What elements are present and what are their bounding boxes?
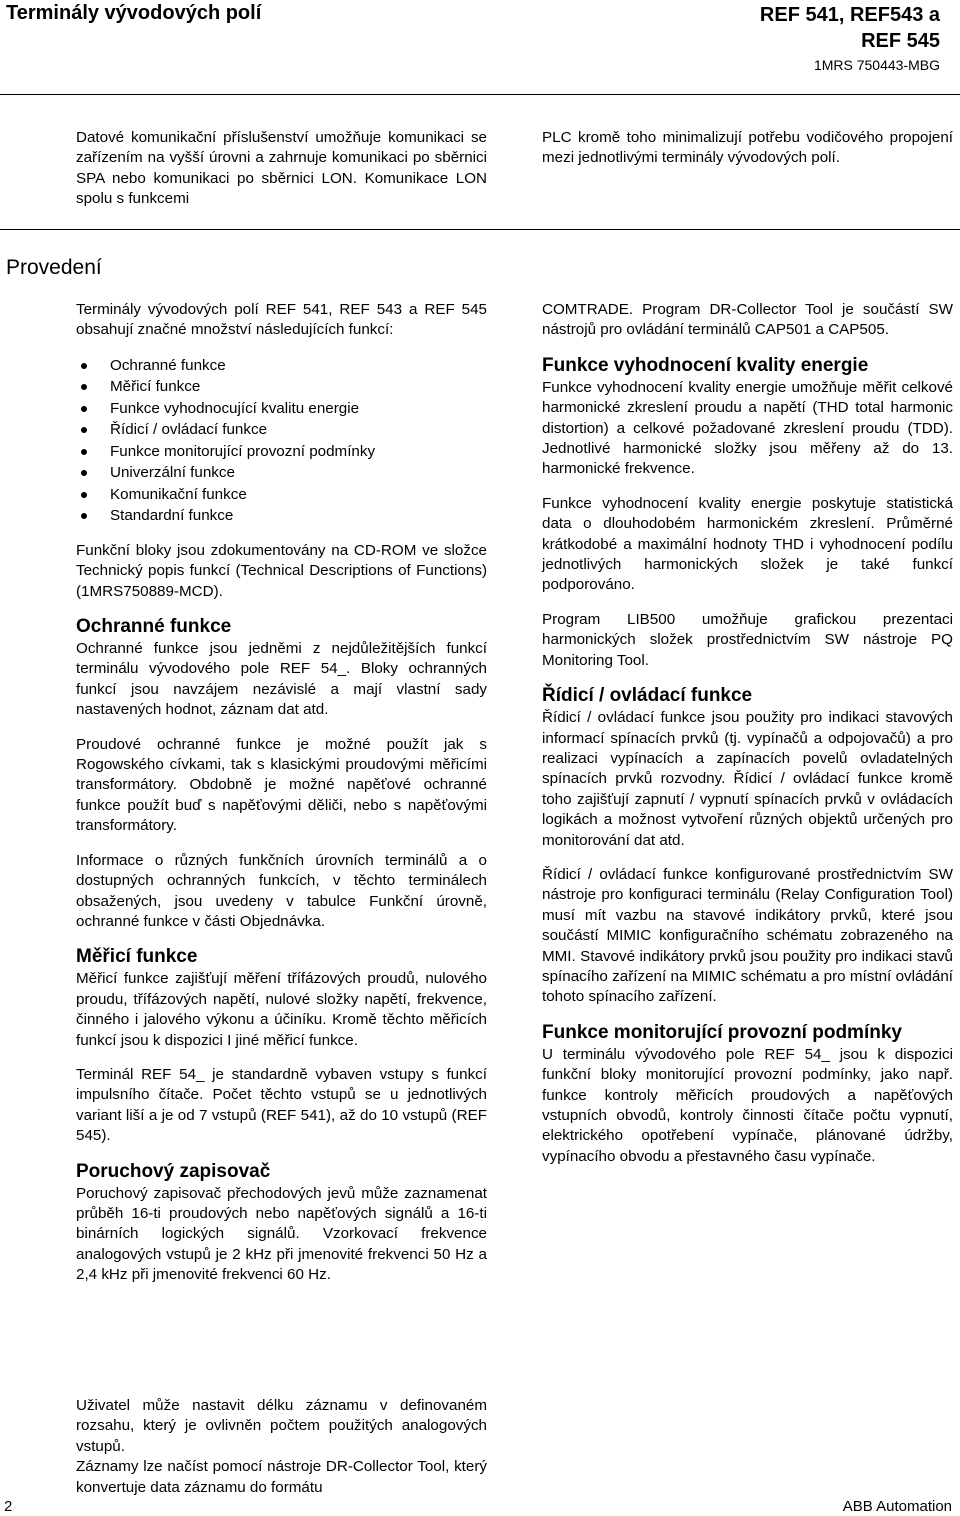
product-header	[760, 2, 940, 75]
company-name: ABB Automation	[842, 1498, 952, 1515]
overview-paragraph: Terminály vývodových polí REF 541, REF 543 a REF 545 obsahují značné množství následujících funkcí:	[76, 301, 487, 339]
paragraph: Ochranné funkce jsou jedněmi z nejdůležitějších funkcí terminálu vývodového pole REF 54_. Bloky ochranných funkcí jsou navzájem nezávislé a mají vlastní sady nastavených hodnot, záznam dat atd.	[76, 640, 487, 719]
list-item: Komunikační funkce	[76, 484, 487, 506]
paragraph: Funkce vyhodnocení kvality energie poskytuje statistická data o dlouhodobém harmonickém zkreslení. Průměrné krátkodobé a maximální hodnoty THD i vyhodnocení podílu jednotlivých harmonických složek je také funkcí podporováno.	[542, 494, 953, 594]
intro-right-text: PLC kromě toho minimalizují potřebu vodičového propojení mezi jednotlivými terminály vývodových polí.	[542, 129, 953, 167]
intro-left-text: Datové komunikační příslušenství umožňuje komunikaci se zařízením na vyšší úrovni a zahrnuje komunikaci po sběrnici SPA nebo komunikaci po sběrnici LON. Komunikace LON spolu s funkcemi	[76, 129, 487, 208]
product-line-2: REF 545	[861, 30, 940, 52]
paragraph: COMTRADE. Program DR-Collector Tool je součástí SW nástrojů pro ovládání terminálů CAP501 a CAP505.	[542, 301, 953, 339]
left-column-bottom	[76, 1396, 487, 1498]
list-item: Univerzální funkce	[76, 462, 487, 484]
paragraph: Záznamy lze načíst pomocí nástroje DR-Collector Tool, který konvertuje data záznamu do formátu	[76, 1458, 487, 1496]
paragraph: Funkce vyhodnocení kvality energie umožňuje měřit celkové harmonické zkreslení proudu a napětí (THD total harmonic distortion) a celkové požadované zkreslení proudu (TDD). Jednotlivé harmonické složky jsou měřeny až do 13. harmonické frekvence.	[542, 378, 953, 478]
paragraph: Informace o různých funkčních úrovních terminálů a o dostupných ochranných funkcích, v těchto terminálech obsažených, jsou uvedeny v tabulce Funkční úrovně, ochranné funkce v části Objednávka.	[76, 851, 487, 930]
list-item: Standardní funkce	[76, 505, 487, 527]
function-list	[76, 355, 487, 527]
list-item: Měřicí funkce	[76, 376, 487, 398]
heading-condition-monitoring: Funkce monitorující provozní podmínky	[542, 1021, 902, 1043]
right-column	[542, 300, 953, 1181]
documentation-paragraph: Funkční bloky jsou zdokumentovány na CD-ROM ve složce Technický popis funkcí (Technical Descriptions of Functions) (1MRS750889-MCD).	[76, 541, 487, 600]
heading-measuring: Měřicí funkce	[76, 946, 198, 968]
list-item: Ochranné funkce	[76, 355, 487, 377]
intro-right	[542, 128, 953, 183]
paragraph: Řídicí / ovládací funkce jsou použity pro indikaci stavových informací spínacích prvků (tj. vypínačů a odpojovačů) a pro realizaci vypínacích a zapínacích povelů ovladatelných spínacích prvků rozvodny. Řídicí / ovládací funkce kromě toho zajišťují zapnutí / vypnutí spínacích prvků v ovládacích logikách a možnost vytvoření různých objektů určených pro monitorování dat atd.	[542, 709, 953, 849]
paragraph: Uživatel může nastavit délku záznamu v definovaném rozsahu, který je ovlivněn počtem použitých analogových vstupů.	[76, 1397, 487, 1455]
paragraph: Program LIB500 umožňuje grafickou prezentaci harmonických složek prostřednictvím SW nástroje PQ Monitoring Tool.	[542, 610, 953, 669]
document-id: 1MRS 750443-MBG	[813, 57, 940, 73]
heading-control: Řídicí / ovládací funkce	[542, 685, 753, 707]
heading-recorder: Poruchový zapisovač	[76, 1160, 271, 1182]
header-divider	[0, 94, 960, 95]
product-line-1: REF 541, REF543 a	[759, 4, 940, 26]
paragraph: Proudové ochranné funkce je možné použít jak s Rogowského cívkami, tak s klasickými proudovými měřicími transformátory. Obdobně je možné napěťové ochranné funkce použít buď s napěťovými děliči, nebo s napěťovými transformátory.	[76, 735, 487, 835]
paragraph: Poruchový zapisovač přechodových jevů může zaznamenat průběh 16-ti proudových nebo napěťových signálů a 16-ti binárních logických signálů. Vzorkovací frekvence analogových vstupů je 2 kHz při jmenovité frekvenci 50 Hz a 2,4 kHz při jmenovité frekvenci 60 Hz.	[76, 1184, 487, 1284]
section-divider	[0, 229, 960, 230]
left-column	[76, 300, 487, 1300]
paragraph: Řídicí / ovládací funkce konfigurované prostřednictvím SW nástroje pro konfiguraci terminálu (Relay Configuration Tool) musí mít vazbu na stavové indikátory prvků, které jsou součástí MIMIC konfiguračního schématu zobrazeného na MMI. Stavové indikátory prvků jsou použity pro indikaci stavů spínacího zařízení na MIMIC schématu a pro místní ovládání tohoto spínacího zařízení.	[542, 865, 953, 1006]
paragraph: U terminálu vývodového pole REF 54_ jsou k dispozici funkční bloky monitorující provozní podmínky, jako např. funkce kontroly měřicích proudových a napěťových vstupních obvodů, kontroly činnosti čítače počtu vypnutí, elektrického opotřebení vypínače, plánované údržby, vypínacího obvodu a přestavného času vypínače.	[542, 1045, 953, 1165]
section-title: Provedení	[6, 256, 102, 279]
paragraph: Měřicí funkce zajišťují měření třífázových proudů, nulového proudu, třífázových napětí, nulové složky napětí, frekvence, činného i jalového výkonu a účiníku. Kromě těchto měřicích funkcí jsou k dispozici I jiné měřicí funkce.	[76, 970, 487, 1049]
intro-left	[76, 128, 487, 224]
heading-power-quality: Funkce vyhodnocení kvality energie	[542, 354, 869, 376]
heading-protection: Ochranné funkce	[76, 616, 232, 638]
page-number: 2	[4, 1498, 13, 1515]
list-item: Funkce monitorující provozní podmínky	[76, 441, 487, 463]
list-item: Funkce vyhodnocující kvalitu energie	[76, 398, 487, 420]
document-title: Terminály vývodových polí	[6, 2, 262, 24]
paragraph: Terminál REF 54_ je standardně vybaven vstupy s funkcí impulsního čítače. Počet těchto vstupů se u jednotlivých variant liší a je od 7 vstupů (REF 541), až do 10 vstupů (REF 545).	[76, 1065, 487, 1145]
list-item: Řídicí / ovládací funkce	[76, 419, 487, 441]
